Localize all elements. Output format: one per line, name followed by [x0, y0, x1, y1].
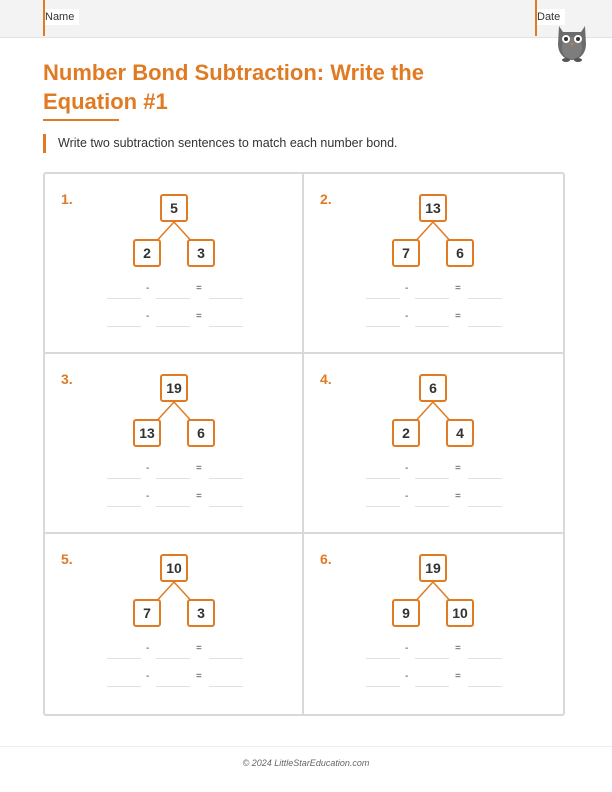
answer-blank[interactable]	[468, 298, 502, 299]
answer-blank[interactable]	[209, 506, 243, 507]
answer-blank[interactable]	[107, 478, 141, 479]
problem-cell	[45, 354, 304, 534]
minus-sign: -	[405, 643, 409, 654]
part-box-left: 9	[392, 599, 420, 627]
answer-blank[interactable]	[468, 326, 502, 327]
answer-blank[interactable]	[366, 686, 400, 687]
footer-copyright: © 2024 LittleStarEducation.com	[242, 758, 370, 768]
equals-sign: =	[455, 311, 461, 322]
problem-cell	[45, 174, 304, 354]
answer-blank[interactable]	[107, 686, 141, 687]
number-bond	[391, 554, 477, 630]
part-box-right: 6	[187, 419, 215, 447]
whole-box: 6	[419, 374, 447, 402]
equation-line	[366, 671, 502, 687]
footer-divider	[0, 746, 612, 747]
equals-sign: =	[196, 643, 202, 654]
equals-sign: =	[196, 491, 202, 502]
answer-blank[interactable]	[415, 298, 449, 299]
answer-blank[interactable]	[366, 298, 400, 299]
part-box-right: 4	[446, 419, 474, 447]
problem-grid	[43, 172, 565, 716]
equation-line	[366, 643, 502, 659]
equals-sign: =	[196, 311, 202, 322]
equation-line	[107, 671, 243, 687]
part-box-right: 6	[446, 239, 474, 267]
problem-cell	[45, 534, 304, 714]
part-box-right: 3	[187, 599, 215, 627]
answer-blank[interactable]	[415, 506, 449, 507]
minus-sign: -	[146, 311, 150, 322]
equals-sign: =	[455, 283, 461, 294]
equation-line	[366, 491, 502, 507]
answer-blank[interactable]	[366, 478, 400, 479]
answer-blank[interactable]	[415, 658, 449, 659]
answer-blank[interactable]	[209, 658, 243, 659]
answer-blank[interactable]	[107, 658, 141, 659]
answer-blank[interactable]	[468, 658, 502, 659]
equation-line	[107, 463, 243, 479]
equals-sign: =	[455, 671, 461, 682]
problem-number: 2.	[320, 191, 332, 207]
problem-number: 5.	[61, 551, 73, 567]
answer-blank[interactable]	[156, 658, 190, 659]
instructions: Write two subtraction sentences to match each number bond.	[43, 134, 398, 153]
part-box-right: 10	[446, 599, 474, 627]
number-bond	[132, 554, 218, 630]
equals-sign: =	[196, 283, 202, 294]
problem-number: 4.	[320, 371, 332, 387]
answer-blank[interactable]	[156, 478, 190, 479]
part-box-left: 7	[392, 239, 420, 267]
name-label: Name	[45, 9, 79, 25]
part-box-left: 2	[392, 419, 420, 447]
problem-number: 3.	[61, 371, 73, 387]
equation-line	[366, 463, 502, 479]
whole-box: 13	[419, 194, 447, 222]
answer-blank[interactable]	[107, 506, 141, 507]
equation-line	[107, 491, 243, 507]
answer-blank[interactable]	[415, 686, 449, 687]
minus-sign: -	[405, 283, 409, 294]
answer-blank[interactable]	[468, 686, 502, 687]
equation-line	[366, 311, 502, 327]
number-bond	[391, 374, 477, 450]
part-box-left: 7	[133, 599, 161, 627]
answer-blank[interactable]	[366, 658, 400, 659]
minus-sign: -	[405, 311, 409, 322]
minus-sign: -	[405, 491, 409, 502]
part-box-right: 3	[187, 239, 215, 267]
equals-sign: =	[455, 463, 461, 474]
part-box-left: 13	[133, 419, 161, 447]
answer-blank[interactable]	[209, 326, 243, 327]
answer-blank[interactable]	[156, 298, 190, 299]
minus-sign: -	[405, 671, 409, 682]
answer-blank[interactable]	[468, 506, 502, 507]
problem-cell	[304, 354, 563, 534]
answer-blank[interactable]	[209, 298, 243, 299]
owl-mascot-icon	[553, 22, 591, 62]
number-bond	[132, 374, 218, 450]
answer-blank[interactable]	[415, 478, 449, 479]
whole-box: 19	[419, 554, 447, 582]
whole-box: 5	[160, 194, 188, 222]
minus-sign: -	[146, 643, 150, 654]
part-box-left: 2	[133, 239, 161, 267]
title-underline	[43, 119, 119, 121]
equation-line	[107, 311, 243, 327]
page-title: Number Bond Subtraction: Write the Equation #1	[43, 60, 424, 114]
header-bar	[0, 0, 612, 38]
answer-blank[interactable]	[468, 478, 502, 479]
problem-cell	[304, 174, 563, 354]
answer-blank[interactable]	[415, 326, 449, 327]
answer-blank[interactable]	[366, 326, 400, 327]
answer-blank[interactable]	[209, 686, 243, 687]
equals-sign: =	[455, 643, 461, 654]
answer-blank[interactable]	[156, 326, 190, 327]
number-bond	[391, 194, 477, 270]
minus-sign: -	[146, 463, 150, 474]
equation-line	[107, 283, 243, 299]
equals-sign: =	[196, 671, 202, 682]
problem-cell	[304, 534, 563, 714]
name-field[interactable]	[43, 0, 85, 36]
minus-sign: -	[146, 283, 150, 294]
minus-sign: -	[146, 491, 150, 502]
problem-number: 6.	[320, 551, 332, 567]
equals-sign: =	[455, 491, 461, 502]
answer-blank[interactable]	[156, 506, 190, 507]
answer-blank[interactable]	[366, 506, 400, 507]
whole-box: 10	[160, 554, 188, 582]
answer-blank[interactable]	[107, 298, 141, 299]
answer-blank[interactable]	[209, 478, 243, 479]
answer-blank[interactable]	[156, 686, 190, 687]
equals-sign: =	[196, 463, 202, 474]
answer-blank[interactable]	[107, 326, 141, 327]
minus-sign: -	[146, 671, 150, 682]
number-bond	[132, 194, 218, 270]
problem-number: 1.	[61, 191, 73, 207]
date-label: Date	[537, 9, 565, 25]
equation-line	[366, 283, 502, 299]
equation-line	[107, 643, 243, 659]
minus-sign: -	[405, 463, 409, 474]
whole-box: 19	[160, 374, 188, 402]
